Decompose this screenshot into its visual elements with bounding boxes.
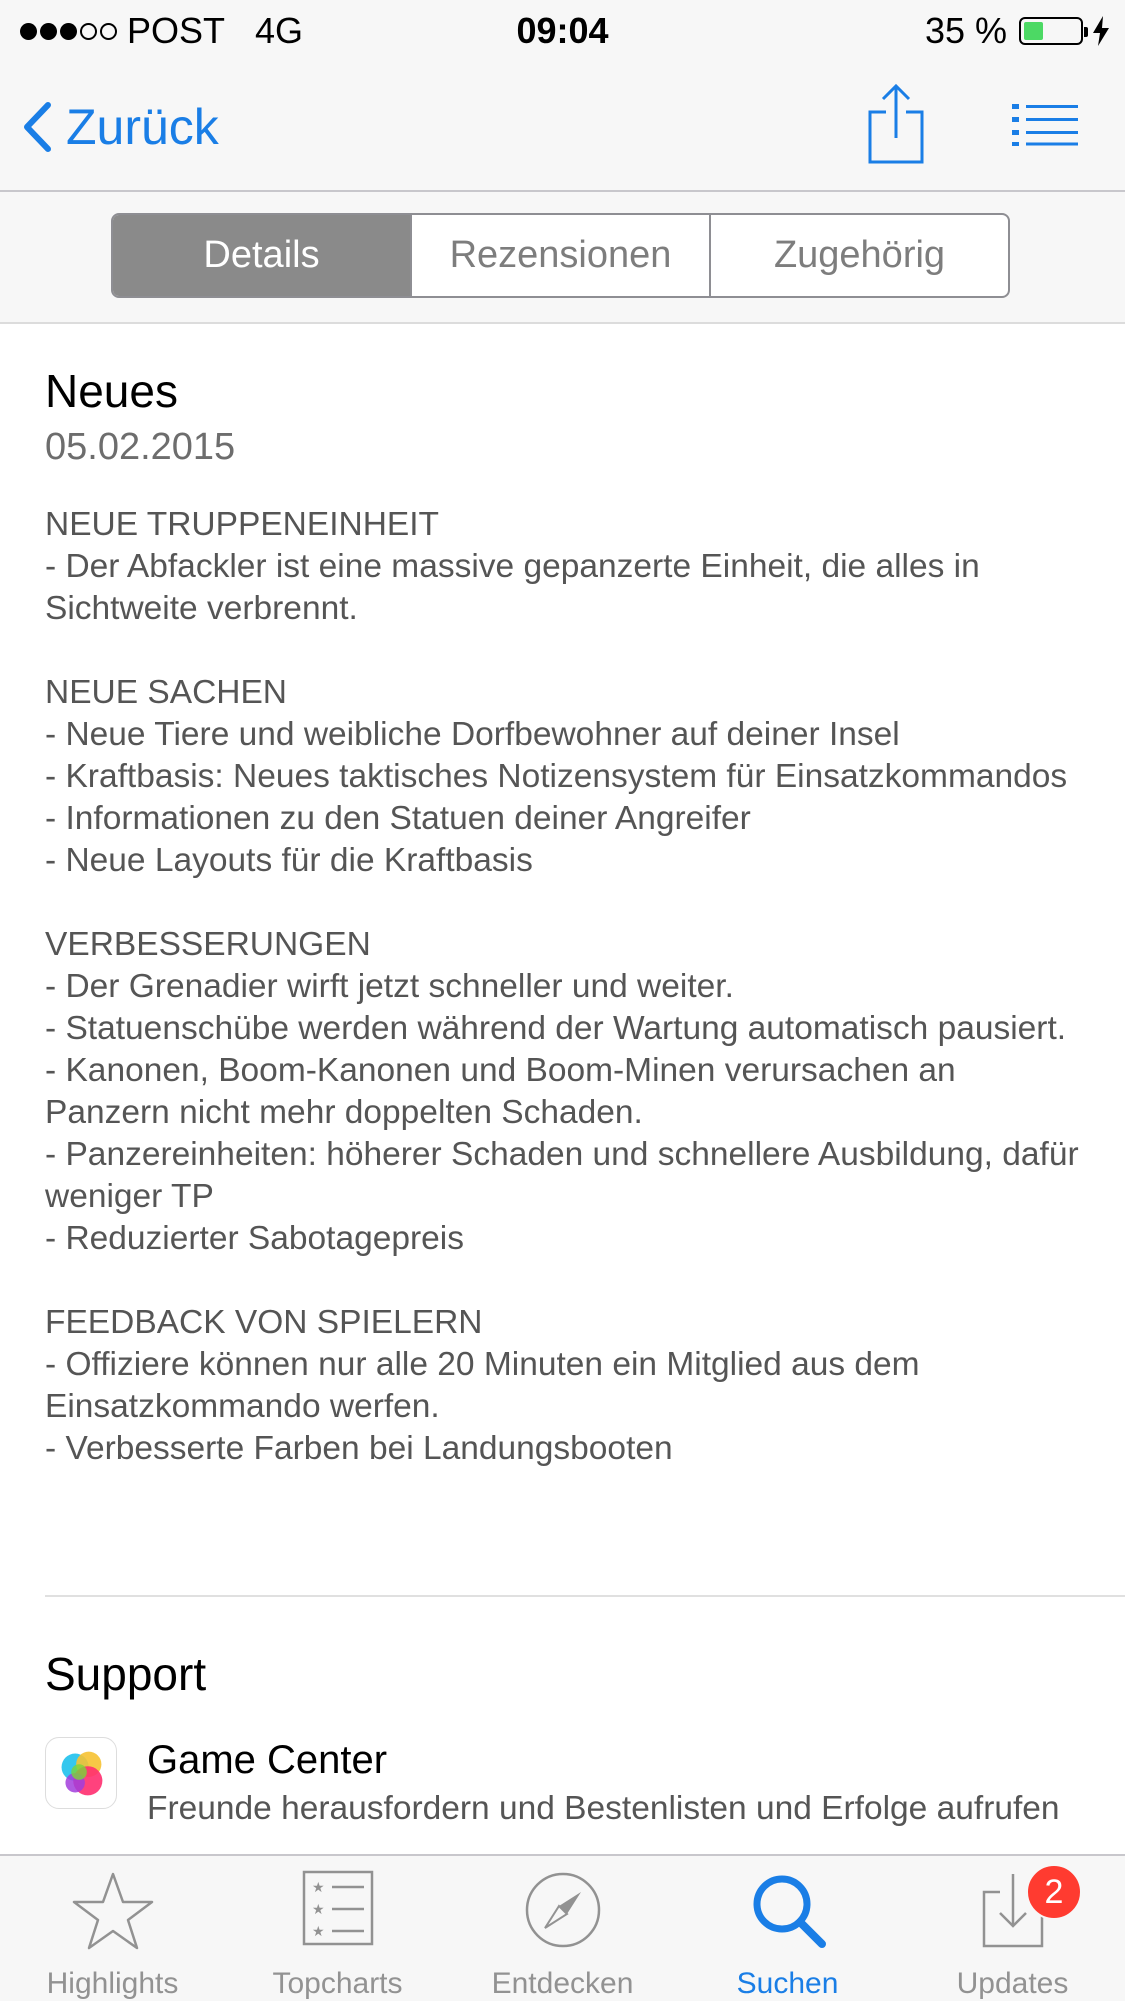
- tab-topcharts[interactable]: [225, 1856, 450, 2003]
- release-notes: NEUE TRUPPENEINHEIT - Der Abfackler ist eine massive gepanzerte Einheit, die alles in Sichtweite verbrennt. NEUE SACHEN - Neue Tiere und weibliche Dorfbewohner auf deiner Insel - Kraftbasis: Neues taktisches Notizensystem für Einsatzkommandos - Informationen zu den Statuen deiner Angreifer - Neue Layouts für die Kraftbasis VERBESSERUNGEN - Der Grenadier wirft jetzt schneller und weiter. - Statuenschübe werden während der Wartung automatisch pausiert. - Kanonen, Boom-Kanonen und Boom-Minen verursachen an Panzern nicht mehr doppelten Schaden. - Panzereinheiten: höherer Schaden und schnellere Ausbildung, dafür weniger TP - Reduzierter Sabotagepreis FEEDBACK VON SPIELERN - Offiziere können nur alle 20 Minuten ein Mitglied aus dem Einsatzkommando werfen. - Verbesserte Farben bei Landungsbooten: [45, 506, 1079, 1467]
- list-icon[interactable]: [1012, 102, 1078, 146]
- tab-label: Highlights: [46, 1967, 179, 2000]
- svg-text:★: ★: [311, 1902, 325, 1918]
- section-divider: [45, 1595, 1125, 1597]
- segment-reviews[interactable]: Rezensionen: [412, 215, 711, 296]
- support-title: Support: [45, 1648, 207, 1700]
- battery-percent: 35 %: [924, 10, 1007, 51]
- clock: 09:04: [516, 10, 609, 51]
- chevron-left-icon: [22, 101, 52, 153]
- tab-label: Suchen: [736, 1967, 839, 2000]
- status-right: [925, 10, 1109, 52]
- tab-label: Topcharts: [272, 1967, 403, 2000]
- tab-search[interactable]: [675, 1856, 900, 2003]
- segment-bar: [0, 192, 1125, 324]
- whats-new-section: [45, 324, 1085, 1470]
- battery-icon: [1019, 17, 1083, 45]
- network-label: 4G: [255, 10, 304, 51]
- compass-icon: [523, 1870, 603, 1950]
- back-label: Zurück: [66, 99, 219, 155]
- tab-label: Entdecken: [491, 1967, 634, 2000]
- svg-text:★: ★: [311, 1924, 325, 1940]
- tab-bar: [0, 1854, 1125, 2001]
- tab-label: Updates: [956, 1967, 1069, 2000]
- game-center-description: Freunde herausfordern und Bestenlisten und Erfolge aufrufen: [147, 1790, 1060, 1827]
- star-icon: [71, 1870, 155, 1950]
- segmented-control: [111, 213, 1010, 298]
- svg-text:★: ★: [311, 1880, 325, 1896]
- share-icon[interactable]: [866, 82, 926, 166]
- tab-explore[interactable]: [450, 1856, 675, 2003]
- tab-updates[interactable]: [900, 1856, 1125, 2003]
- game-center-icon: [45, 1737, 117, 1809]
- segment-details[interactable]: Details: [113, 215, 412, 296]
- navigation-bar: [0, 62, 1125, 192]
- back-button[interactable]: [22, 98, 219, 156]
- status-bar: [0, 0, 1125, 62]
- carrier-label: POST: [127, 10, 226, 51]
- list-icon: [302, 1870, 374, 1946]
- tab-highlights[interactable]: [0, 1856, 225, 2003]
- charging-bolt-icon: [1093, 16, 1109, 46]
- whats-new-title: Neues: [45, 365, 178, 417]
- updates-badge: 2: [1026, 1864, 1082, 1920]
- release-date: 05.02.2015: [45, 426, 236, 468]
- search-icon: [748, 1870, 828, 1950]
- game-center-title[interactable]: Game Center: [147, 1738, 388, 1782]
- segment-related[interactable]: Zugehörig: [773, 234, 946, 276]
